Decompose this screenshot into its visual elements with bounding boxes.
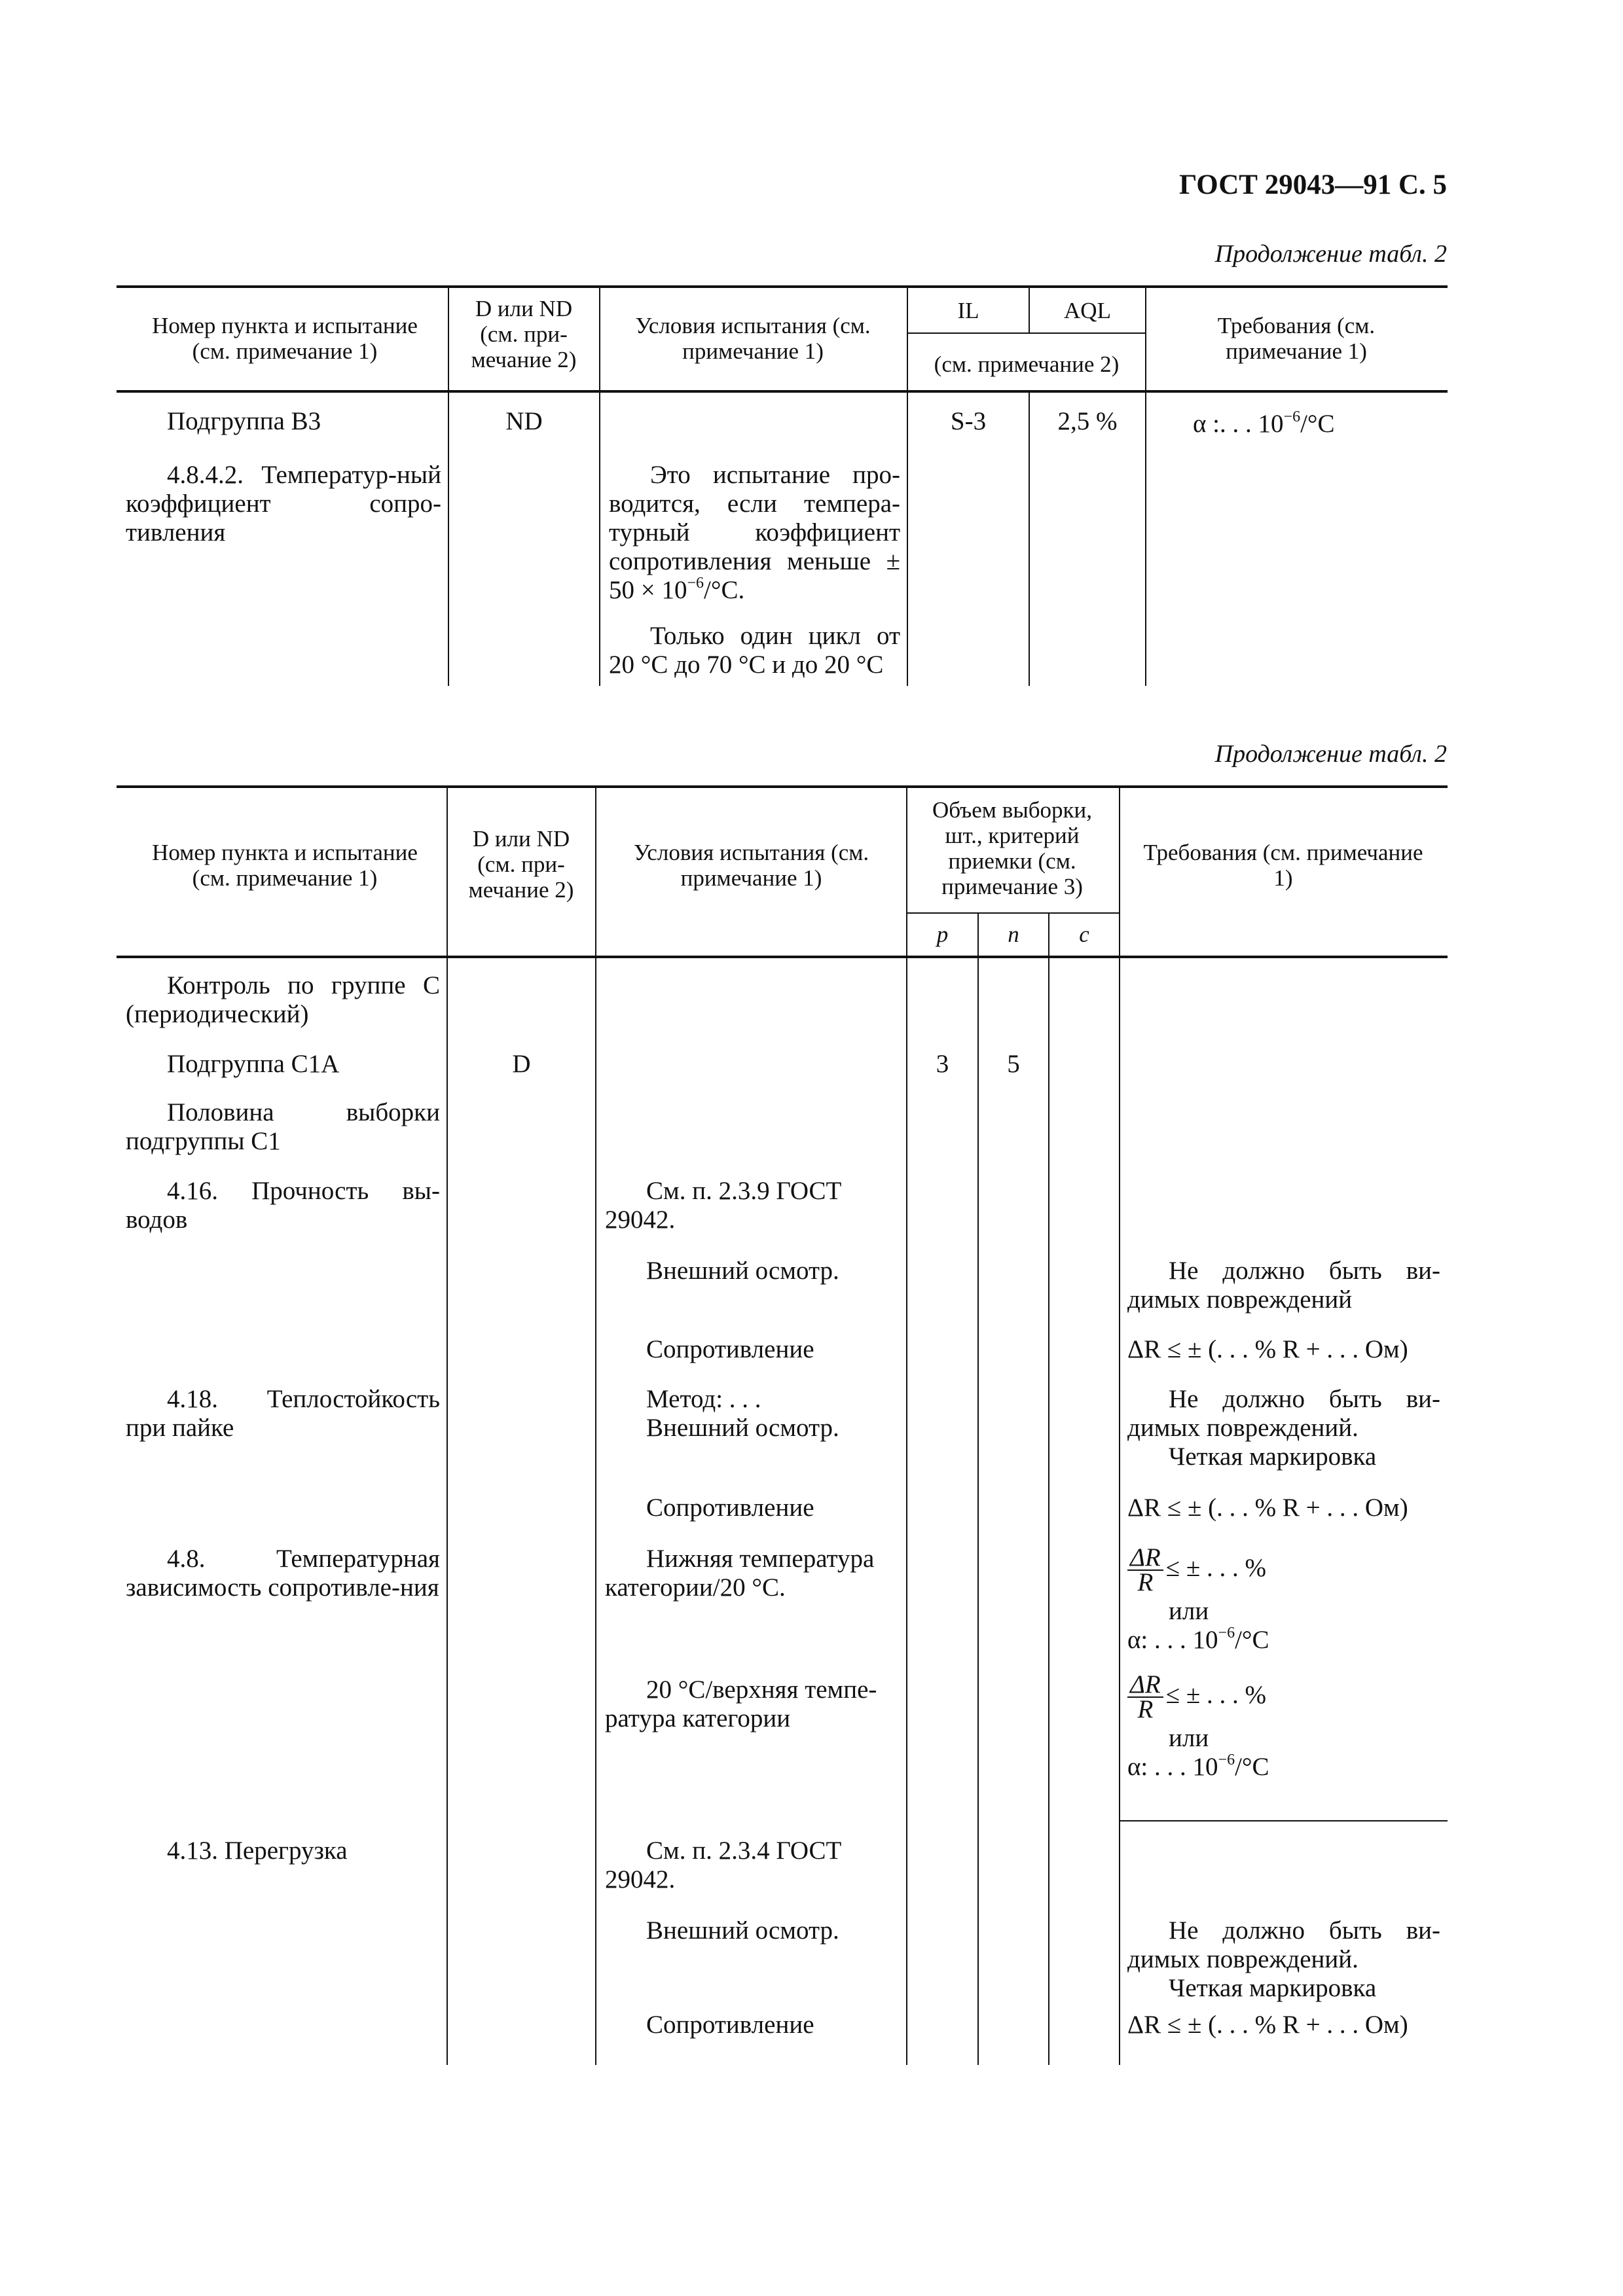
t2-test-4-13: 4.13. Перегрузка xyxy=(167,1837,348,1865)
t1-requirement: α :. . . $10^{-6}/^\circ C$ xyxy=(1193,408,1335,438)
t2-no-damage-2: Не должно быть ви-димых повреждений. xyxy=(1127,1385,1440,1442)
t2-test-4-16: 4.16. Прочность вы-водов xyxy=(126,1177,440,1234)
t2-or-2: или xyxy=(1169,1724,1209,1752)
t2-ext-insp-1: Внешний осмотр. xyxy=(646,1257,839,1285)
t2-header-test: Номер пункта и испытание (см. примечание 1) xyxy=(152,840,418,891)
t2-ratio-formula-2: $\frac{\Delta R}{R}$ ≤ ± . . . % xyxy=(1127,1673,1266,1721)
t2-dr-formula-3: ΔR ≤ ± (. . . % R + . . . Ом) xyxy=(1127,2011,1408,2039)
continuation-label-2: Продолжение табл. 2 xyxy=(1214,740,1447,768)
t1-test-name: 4.8.4.2. Температур-ный коэффициент сопро-тивления xyxy=(126,461,441,547)
t2-low-temp: Нижняя температура категории/20 °С. xyxy=(605,1545,875,1602)
t1-header-requirements: Требования (см. примечание 1) xyxy=(1217,313,1376,364)
t1-header-aql: AQL xyxy=(1064,298,1111,323)
t2-half-sample: Половина выборки подгруппы С1 xyxy=(126,1098,440,1155)
t2-ext-insp-3: Внешний осмотр. xyxy=(646,1916,839,1945)
t2-or-1: или xyxy=(1169,1597,1209,1625)
t2-high-temp: 20 °С/верхняя темпе-ратура категории xyxy=(605,1676,877,1732)
t2-method: Метод: . . . xyxy=(646,1385,761,1413)
t2-header-n: n xyxy=(1008,922,1019,947)
t2-d-value: D xyxy=(512,1050,531,1078)
t1-header-il: IL xyxy=(957,298,979,323)
t1-condition-1: Это испытание про-водится, если темпера-турный коэффициент сопротивления меньше ± $50 \times 10^{-6}/^\circ С$. xyxy=(609,461,900,604)
t2-n-value: 5 xyxy=(1007,1050,1020,1078)
t2-group-c: Контроль по группе С (периодический) xyxy=(126,971,440,1028)
t1-header-dnd: D или ND (см. при-мечание 2) xyxy=(471,296,577,372)
t2-header-sample: Объем выборки, шт., критерий приемки (см. примечание 3) xyxy=(932,797,1093,899)
t1-aql-value: 2,5 % xyxy=(1057,407,1118,435)
t2-marking-2: Четкая маркировка xyxy=(1169,1443,1377,1471)
t2-alpha-2: α: . . . $10^{-6}/^\circ C$ xyxy=(1127,1751,1269,1781)
t2-header-requirements: Требования (см. примечание 1) xyxy=(1143,840,1423,891)
t2-alpha-1: α: . . . $10^{-6}/^\circ C$ xyxy=(1127,1624,1269,1654)
t2-resistance-2: Сопротивление xyxy=(646,1494,814,1522)
t2-test-4-18: 4.18. Теплостойкость при пайке xyxy=(126,1385,440,1442)
t1-subgroup: Подгруппа В3 xyxy=(167,407,321,435)
t2-resistance-3: Сопротивление xyxy=(646,2011,814,2039)
t1-il-value: S-3 xyxy=(950,407,987,435)
t2-cond-4-16: См. п. 2.3.9 ГОСТ 29042. xyxy=(605,1177,842,1234)
t2-no-damage-1: Не должно быть ви-димых повреждений xyxy=(1127,1257,1440,1314)
t2-ratio-formula-1: $\frac{\Delta R}{R}$ ≤ ± . . . % xyxy=(1127,1546,1266,1594)
t2-marking-3: Четкая маркировка xyxy=(1169,1974,1377,2002)
page-header: ГОСТ 29043—91 С. 5 xyxy=(1178,170,1447,200)
t2-header-conditions: Условия испытания (см. примечание 1) xyxy=(633,840,869,891)
t2-header-c: c xyxy=(1079,922,1089,947)
t2-header-p: p xyxy=(936,922,949,947)
t2-test-4-8: 4.8. Температурная зависимость сопротивле-ния xyxy=(126,1545,440,1602)
t2-resistance-1: Сопротивление xyxy=(646,1335,814,1363)
t2-ext-insp-2: Внешний осмотр. xyxy=(646,1414,839,1442)
t2-subgroup-c1a: Подгруппа С1А xyxy=(167,1050,340,1078)
t1-header-conditions: Условия испытания (см. примечание 1) xyxy=(635,313,871,364)
t2-cond-4-13: См. п. 2.3.4 ГОСТ 29042. xyxy=(605,1837,842,1893)
t1-header-note: (см. примечание 2) xyxy=(934,351,1120,377)
t2-dr-formula-1: ΔR ≤ ± (. . . % R + . . . Ом) xyxy=(1127,1335,1408,1363)
t2-header-dnd: D или ND (см. при-мечание 2) xyxy=(468,826,574,903)
t1-header-test: Номер пункта и испытание (см. примечание 1) xyxy=(152,313,418,364)
t2-p-value: 3 xyxy=(936,1050,949,1078)
t1-dnd-value: ND xyxy=(505,407,543,435)
continuation-label-1: Продолжение табл. 2 xyxy=(1214,240,1447,268)
t1-condition-2: Только один цикл от 20 °С до 70 °С и до 20 °С xyxy=(609,622,900,679)
t2-no-damage-3: Не должно быть ви-димых повреждений. xyxy=(1127,1916,1440,1973)
t2-dr-formula-2: ΔR ≤ ± (. . . % R + . . . Ом) xyxy=(1127,1494,1408,1522)
